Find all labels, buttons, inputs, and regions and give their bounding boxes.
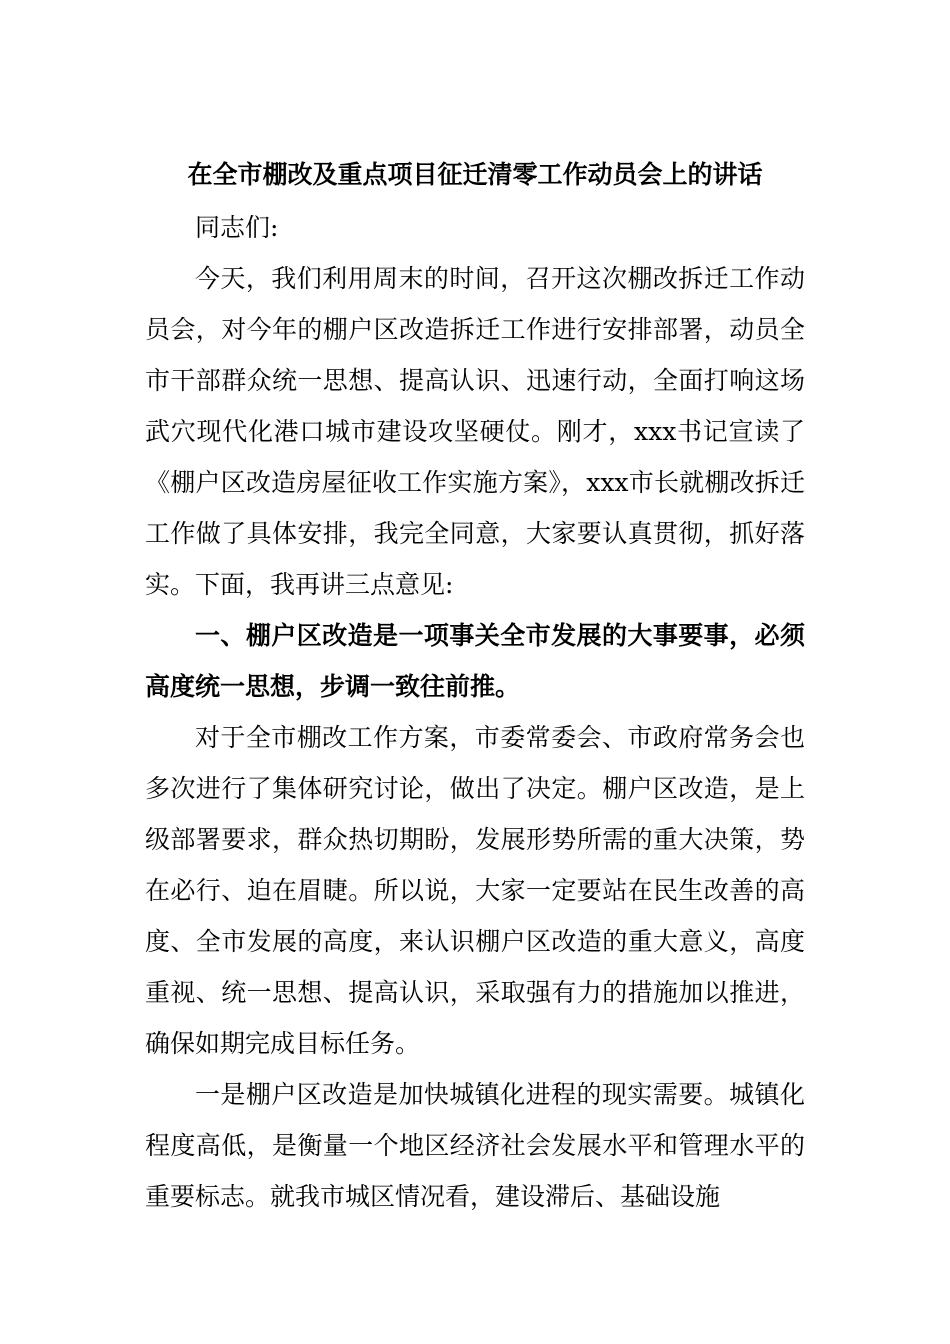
body-paragraph: 今天，我们利用周末的时间，召开这次棚改拆迁工作动员会，对今年的棚户区改造拆迁工作进行安排部署，动员全市干部群众统一思想、提高认识、迅速行动，全面打响这场武穴现代化港口城市建设攻坚硬仗。刚才，xxx书记宣读了《棚户区改造房屋征收工作实施方案》，xxx市长就棚改拆迁工作做了具体安排，我完全同意，大家要认真贯彻，抓好落实。下面，我再讲三点意见:: [145, 264, 805, 599]
body-paragraph: 一是棚户区改造是加快城镇化进程的现实需要。城镇化程度高低，是衡量一个地区经济社会发展水平和管理水平的重要标志。就我市城区情况看，建设滞后、基础设施: [145, 1080, 805, 1211]
salutation: 同志们:: [195, 213, 279, 242]
document-body: [145, 202, 805, 1222]
body-paragraph: 对于全市棚改工作方案，市委常委会、市政府常务会也多次进行了集体研究讨论，做出了决定。棚户区改造，是上级部署要求，群众热切期盼，发展形势所需的重大决策，势在必行、迫在眉睫。所以说，大家一定要站在民生改善的高度、全市发展的高度，来认识棚户区改造的重大意义，高度重视、统一思想、提高认识，采取强有力的措施加以推进，确保如期完成目标任务。: [145, 723, 805, 1058]
section-heading: 一、棚户区改造是一项事关全市发展的大事要事，必须高度统一思想，步调一致往前推。: [145, 621, 805, 701]
document-title: 在全市棚改及重点项目征迁清零工作动员会上的讲话: [187, 160, 763, 189]
